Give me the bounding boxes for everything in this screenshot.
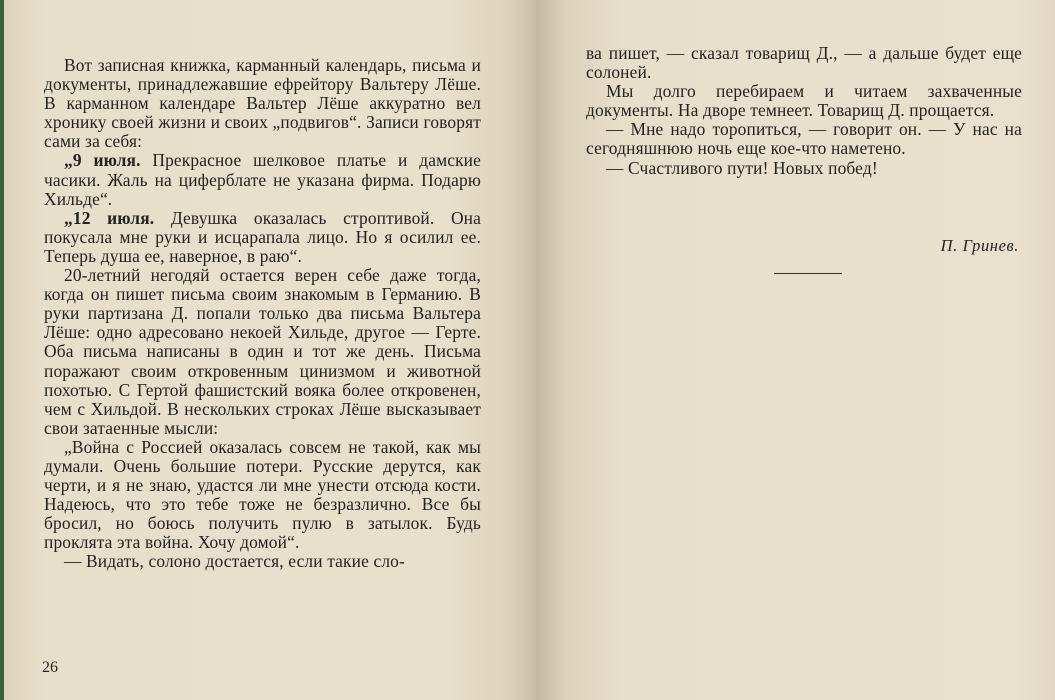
right-page — [536, 0, 1055, 700]
end-divider — [774, 273, 842, 274]
paragraph: — Счастливого пути! Новых побед! — [606, 157, 878, 178]
paragraph: — Видать, солоно достается, если такие сло- — [64, 551, 405, 572]
paragraph: Вот записная книжка, карманный календарь, письма и документы, принадлежавшие ефрейтору Вальтеру Лёше. В карманном календаре Вальтер Лёше аккуратно вел хронику своей жизни и своих „подвигов“. Записи говорят сами за себя: — [44, 55, 481, 152]
paragraph: ва пишет, — сказал товарищ Д., — а дальше будет еще солоней. — [586, 43, 1022, 83]
paragraph: Мы долго перебираем и читаем захваченные документы. На дворе темнеет. Товарищ Д. прощается. — [586, 81, 1022, 121]
right-page-text — [586, 44, 1022, 178]
book-spread — [4, 0, 1055, 700]
entry-date: „9 июля. — [64, 150, 141, 171]
paragraph: 20-летний негодяй остается верен себе даже тогда, когда он пишет письма своим знакомым в Германию. В руки партизана Д. попали только два письма Вальтера Лёше: одно адресовано некоей Хильде, другое — Герте. Оба письма написаны в один и тот же день. Письма поражают своим откровенным цинизмом и животной похотью. С Гертой фашистский вояка более откровенен, чем с Хильдой. В нескольких строках Лёше высказывает свои затаенные мысли: — [44, 265, 481, 438]
author-signature: П. Гринев. — [940, 236, 1019, 255]
left-page — [4, 0, 536, 700]
entry-text: Девушка оказалась строптивой. Она покусала мне руки и исцарапала лицо. Но я осилил ее. Теперь душа ее, наверное, в раю“. — [44, 207, 481, 266]
left-page-text — [44, 56, 481, 572]
paragraph: — Мне надо торопиться, — говорит он. — У нас на сегодняшнюю ночь еще кое-что наметено. — [586, 119, 1022, 159]
letter-quote: „Война с Россией оказалась совсем не такой, как мы думали. Очень большие потери. Русские дерутся, как черти, и я не знаю, удастся ли мне унести отсюда кости. Надеюсь, что это тебе тоже не безразлично. Все бы бросил, но боюсь получить пулю в затылок. Будь проклята эта война. Хочу домой“. — [44, 436, 481, 553]
entry-text: Прекрасное шелковое платье и дамские часики. Жаль на циферблате не указана фирма. Подарю Хильде“. — [44, 150, 482, 209]
entry-date: „12 июля. — [64, 207, 155, 228]
diary-entry — [44, 209, 481, 266]
diary-entry — [44, 151, 481, 208]
page-number: 26 — [42, 659, 58, 676]
